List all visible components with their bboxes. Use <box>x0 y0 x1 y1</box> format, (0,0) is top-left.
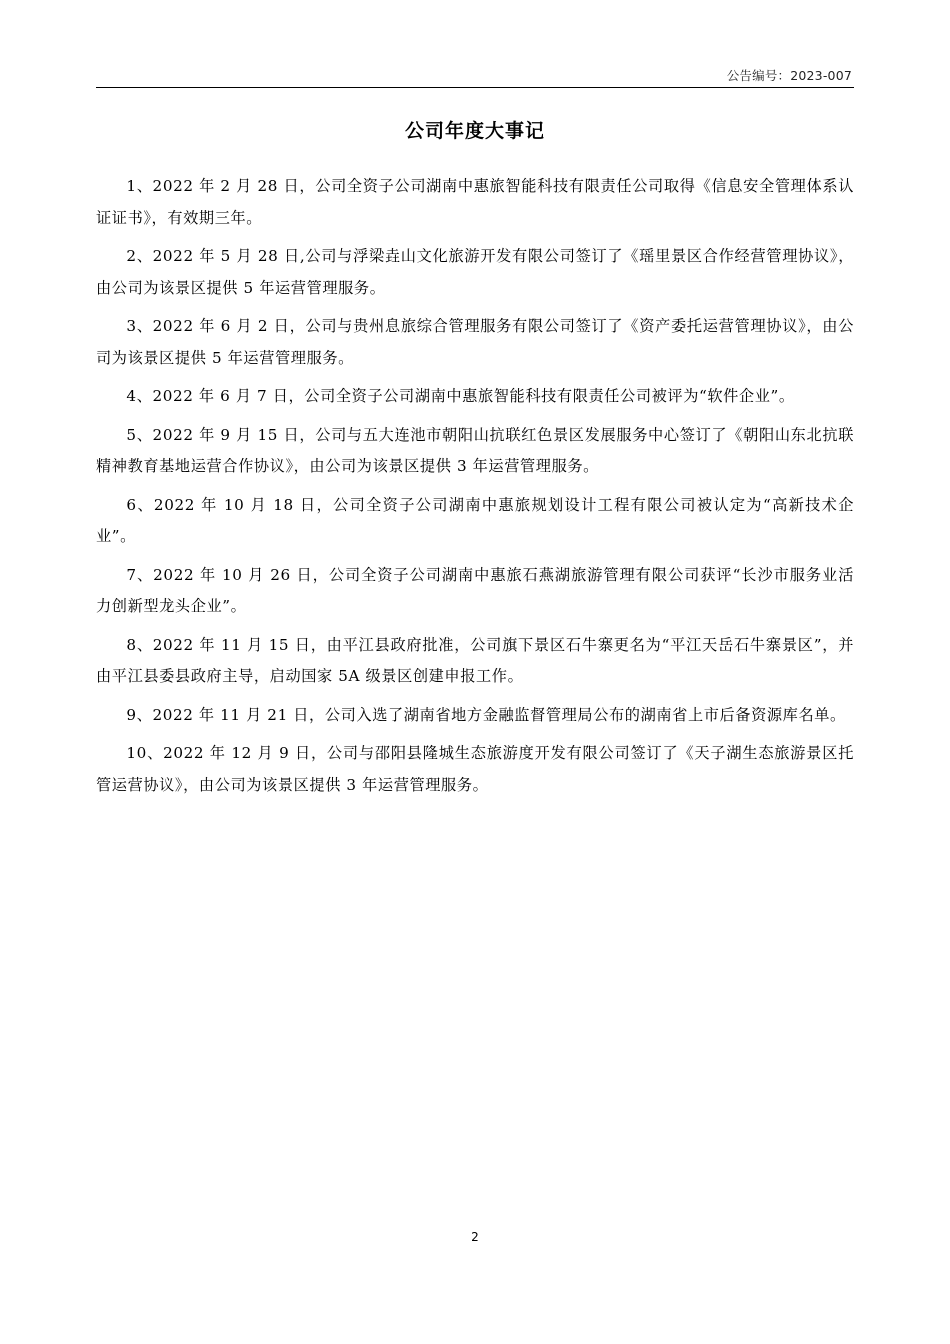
event-item-7: 7、2022 年 10 月 26 日，公司全资子公司湖南中惠旅石燕湖旅游管理有限公司获评“长沙市服务业活力创新型龙头企业”。 <box>96 565 854 615</box>
event-item-10: 10、2022 年 12 月 9 日，公司与邵阳县隆城生态旅游度开发有限公司签订了《天子湖生态旅游景区托管运营协议》，由公司为该景区提供 3 年运营管理服务。 <box>96 744 854 794</box>
event-item-2: 2、2022 年 5 月 28 日,公司与浮梁垚山文化旅游开发有限公司签订了《瑶里景区合作经营管理协议》，由公司为该景区提供 5 年运营管理服务。 <box>96 247 854 297</box>
header-divider <box>96 87 854 88</box>
event-item-3: 3、2022 年 6 月 2 日，公司与贵州息旅综合管理服务有限公司签订了《资产委托运营管理协议》，由公司为该景区提供 5 年运营管理服务。 <box>96 317 854 367</box>
event-item-5: 5、2022 年 9 月 15 日，公司与五大连池市朝阳山抗联红色景区发展服务中心签订了《朝阳山东北抗联精神教育基地运营合作协议》，由公司为该景区提供 3 年运营管理服务。 <box>96 425 854 475</box>
event-list <box>96 171 854 808</box>
page-title: 公司年度大事记 <box>404 120 545 142</box>
event-item-1: 1、2022 年 2 月 28 日，公司全资子公司湖南中惠旅智能科技有限责任公司取得《信息安全管理体系认证证书》，有效期三年。 <box>96 177 854 227</box>
event-item-9: 9、2022 年 11 月 21 日，公司入选了湖南省地方金融监督管理局公布的湖南省上市后备资源库名单。 <box>126 705 846 724</box>
event-item-8: 8、2022 年 11 月 15 日，由平江县政府批准，公司旗下景区石牛寨更名为“平江天岳石牛寨景区”，并由平江县委县政府主导，启动国家 5A 级景区创建申报工作。 <box>96 635 854 685</box>
event-item-4: 4、2022 年 6 月 7 日，公司全资子公司湖南中惠旅智能科技有限责任公司被评为“软件企业”。 <box>126 387 795 405</box>
page-number: 2 <box>471 1230 479 1244</box>
announcement-number: 公告编号：2023-007 <box>726 68 852 83</box>
event-item-6: 6、2022 年 10 月 18 日，公司全资子公司湖南中惠旅规划设计工程有限公司被认定为“高新技术企业”。 <box>96 495 854 545</box>
